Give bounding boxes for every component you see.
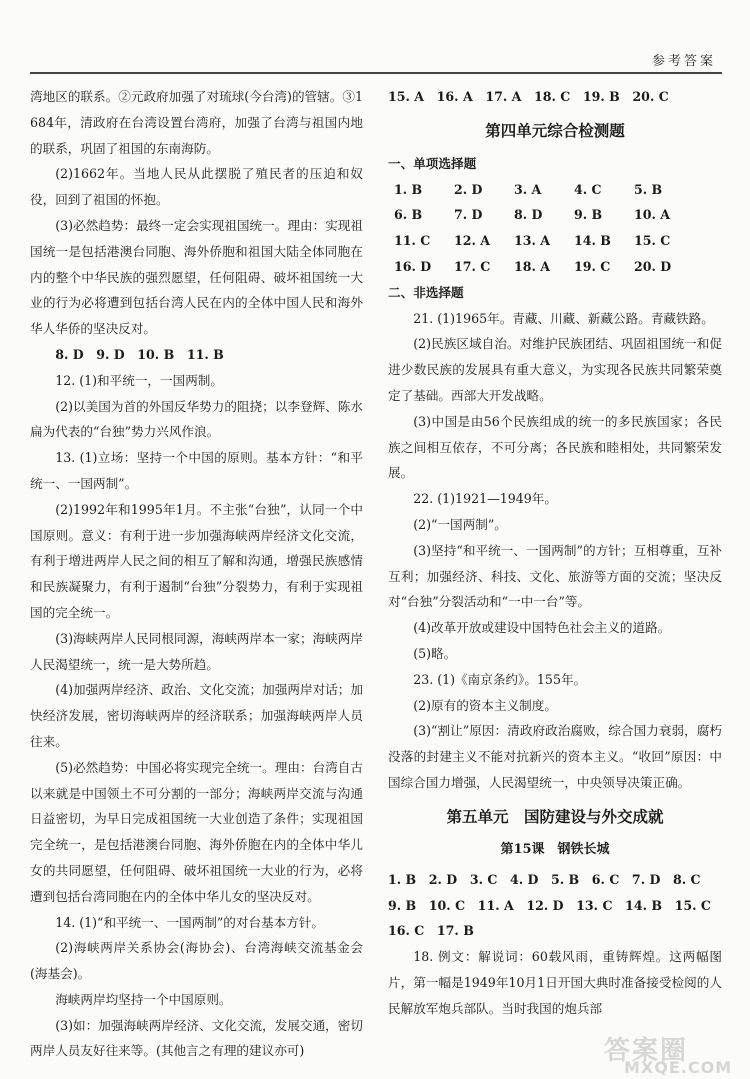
- mc-answer: 16. D: [394, 258, 432, 274]
- answer-paragraph: (2)以美国为首的外国反华势力的阻挠；以李登辉、陈水扁为代表的“台独”势力兴风作浪。: [30, 398, 363, 440]
- answer-paragraph: 13. (1)立场：坚持一个中国的原则。基本方针：“和平统一、一国两制”。: [30, 450, 363, 491]
- answer-paragraph: 18. 例文：解说词：60载风雨，重铸辉煌。这两幅图片，第一幅是1949年10月1日开国大典时准备接受检阅的人民解放军炮兵部队。当时我国的炮兵部: [388, 949, 722, 1016]
- answer-paragraph: 湾地区的联系。②元政府加强了对琉球(今台湾)的管辖。③1684年，清政府在台湾设置台湾府，加强了台湾与祖国内地的联系，巩固了祖国的东南海防。: [30, 89, 363, 156]
- mc-answer: 19. C: [574, 258, 611, 274]
- answer-paragraph: (3)中国是由56个民族组成的统一的多民族国家；各民族之间相互依存，不可分离；各民族和睦相处，共同繁荣发展。: [388, 413, 722, 481]
- answer-paragraph: (4)改革开放或建设中国特色社会主义的道路。: [413, 620, 671, 636]
- mc-answer: 5. B: [634, 181, 663, 197]
- mc-answer: 4. C: [574, 181, 602, 197]
- section-label: 二、非选择题: [388, 284, 464, 300]
- unit5-title: 第五单元 国防建设与外交成就: [446, 806, 664, 826]
- answer-paragraph: (2)1662年。当地人民从此摆脱了殖民者的压迫和奴役，回到了祖国的怀抱。: [30, 166, 363, 208]
- mc-answer: 7. D: [454, 207, 483, 223]
- answer-paragraph: (5)略。: [413, 645, 457, 661]
- answer-paragraph: 14. (1)“和平统一、一国两制”的对台基本方针。: [55, 914, 325, 930]
- answer-row: 15. A 16. A 17. A 18. C 19. B 20. C: [388, 89, 669, 104]
- lesson-title: 第15课 钢铁长城: [500, 841, 610, 857]
- mc-answer: 11. C: [394, 233, 431, 249]
- answer-paragraph: 22. (1)1921—1949年。: [413, 491, 557, 507]
- watermark-url: MXQE.COM: [624, 1058, 733, 1077]
- answer-paragraph: (3)“割让”原因：清政府政治腐败，综合国力衰弱，腐朽没落的封建主义不能对抗新兴的资本主义。“收回”原因：中国综合国力增强，人民渴望统一，中央领导决策正确。: [388, 723, 722, 790]
- mc-answer: 2. D: [454, 181, 483, 197]
- mc-answer: 13. A: [514, 233, 551, 249]
- watermark-text: 答案圈: [604, 1036, 689, 1066]
- mc-answer: 17. C: [454, 258, 491, 274]
- mc-answer-grid: [394, 177, 722, 280]
- answer-paragraph: (2)海峡两岸关系协会(海协会)、台湾海峡交流基金会(海基会)。: [30, 940, 363, 982]
- watermark-logo: [586, 1034, 734, 1077]
- answer-paragraph: (2)民族区域自治。对维护民族团结、巩固祖国统一和促进少数民族的发展具有重大意义，为实现各民族共同繁荣奠定了基础。西部大开发战略。: [388, 336, 722, 403]
- answer-row: 1. B 2. D 3. C 4. D 5. B 6. C 7. D 8. C: [388, 871, 701, 887]
- answer-paragraph: (3)必然趋势：最终一定会实现祖国统一。理由：实现祖国统一是包括港澳台同胞、海外侨胞和祖国大陆全体同胞在内的整个中华民族的强烈愿望，任何阻碍、破坏祖国统一大业的行为必将遭到包括台湾人民在内的全体中国人民和海外华人华侨的坚决反对。: [30, 217, 363, 337]
- mc-answer: 15. C: [634, 233, 671, 249]
- unit4-title: 第四单元综合检测题: [485, 120, 625, 140]
- answer-paragraph: (3)如：加强海峡两岸经济、文化交流，发展交通，密切两岸人员友好往来等。(其他言之有理的建议亦可): [30, 1017, 363, 1059]
- mc-answer: 1. B: [394, 181, 423, 197]
- mc-answer: 3. A: [514, 181, 542, 197]
- answer-paragraph: 23. (1)《南京条约》。155年。: [413, 671, 587, 687]
- mc-answer: 18. A: [514, 258, 551, 274]
- mc-answer: 12. A: [454, 233, 491, 249]
- answer-paragraph: 21. (1)1965年。青藏、川藏、新藏公路。青藏铁路。: [413, 310, 714, 326]
- mc-answer: 14. B: [574, 233, 611, 249]
- answer-paragraph: (5)必然趋势：中国必将实现完全统一。理由：台湾自古以来就是中国领土不可分割的一部分；海峡两岸交流与沟通日益密切，为早日完成祖国统一大业创造了条件；实现祖国完全统一，是包括港澳台同胞、海外侨胞在内的全体中华儿女的共同愿望，任何阻碍、破坏祖国统一大业的行为，必将遭到包括台湾同胞在内的全体中华儿女的坚决反对。: [30, 759, 363, 904]
- answer-row: 9. B 10. C 11. A 12. D 13. C 14. B 15. C: [388, 897, 711, 913]
- header-title: 参考答案: [651, 54, 716, 69]
- section-label: 一、单项选择题: [388, 155, 477, 171]
- page-header: [30, 44, 722, 74]
- answer-paragraph: 12. (1)和平统一，一国两制。: [55, 372, 223, 388]
- answer-paragraph: (3)坚持“和平统一、一国两制”的方针；互相尊重，互补互利；加强经济、科技、文化、旅游等方面的交流；坚决反对“台独”分裂活动和“一中一台”等。: [388, 542, 722, 610]
- right-column: [388, 84, 722, 1022]
- answer-row: 16. C 17. B: [388, 923, 474, 939]
- mc-answer: 6. B: [394, 207, 423, 223]
- mc-answer: 8. D: [514, 207, 543, 223]
- answer-paragraph: (2)原有的资本主义制度。: [413, 697, 557, 713]
- answer-paragraph: (4)加强两岸经济、政治、文化交流；加强两岸对话；加快经济发展，密切海峡两岸的经济联系；加强海峡两岸人员往来。: [30, 682, 363, 749]
- mc-answer: 20. D: [634, 258, 672, 274]
- answer-paragraph: (2)1992年和1995年1月。不主张“台独”，认同一个中国原则。意义：有利于进一步加强海峡两岸经济文化交流，有利于增进两岸人民之间的相互了解和沟通，增强民族感情和民族凝聚力，有利于遏制“台独”分裂势力，有利于实现祖国的完全统一。: [30, 501, 363, 620]
- left-column: [30, 84, 363, 1064]
- answer-paragraph: 海峡两岸均坚持一个中国原则。: [55, 991, 232, 1007]
- mc-answer: 10. A: [634, 207, 671, 223]
- mc-answer: 9. B: [574, 207, 603, 223]
- answer-paragraph: (3)海峡两岸人民同根同源，海峡两岸本一家；海峡两岸人民渴望统一，统一是大势所趋。: [30, 630, 363, 672]
- answer-paragraph: (2)“一国两制”。: [413, 516, 507, 532]
- answer-row: 8. D 9. D 10. B 11. B: [55, 346, 224, 362]
